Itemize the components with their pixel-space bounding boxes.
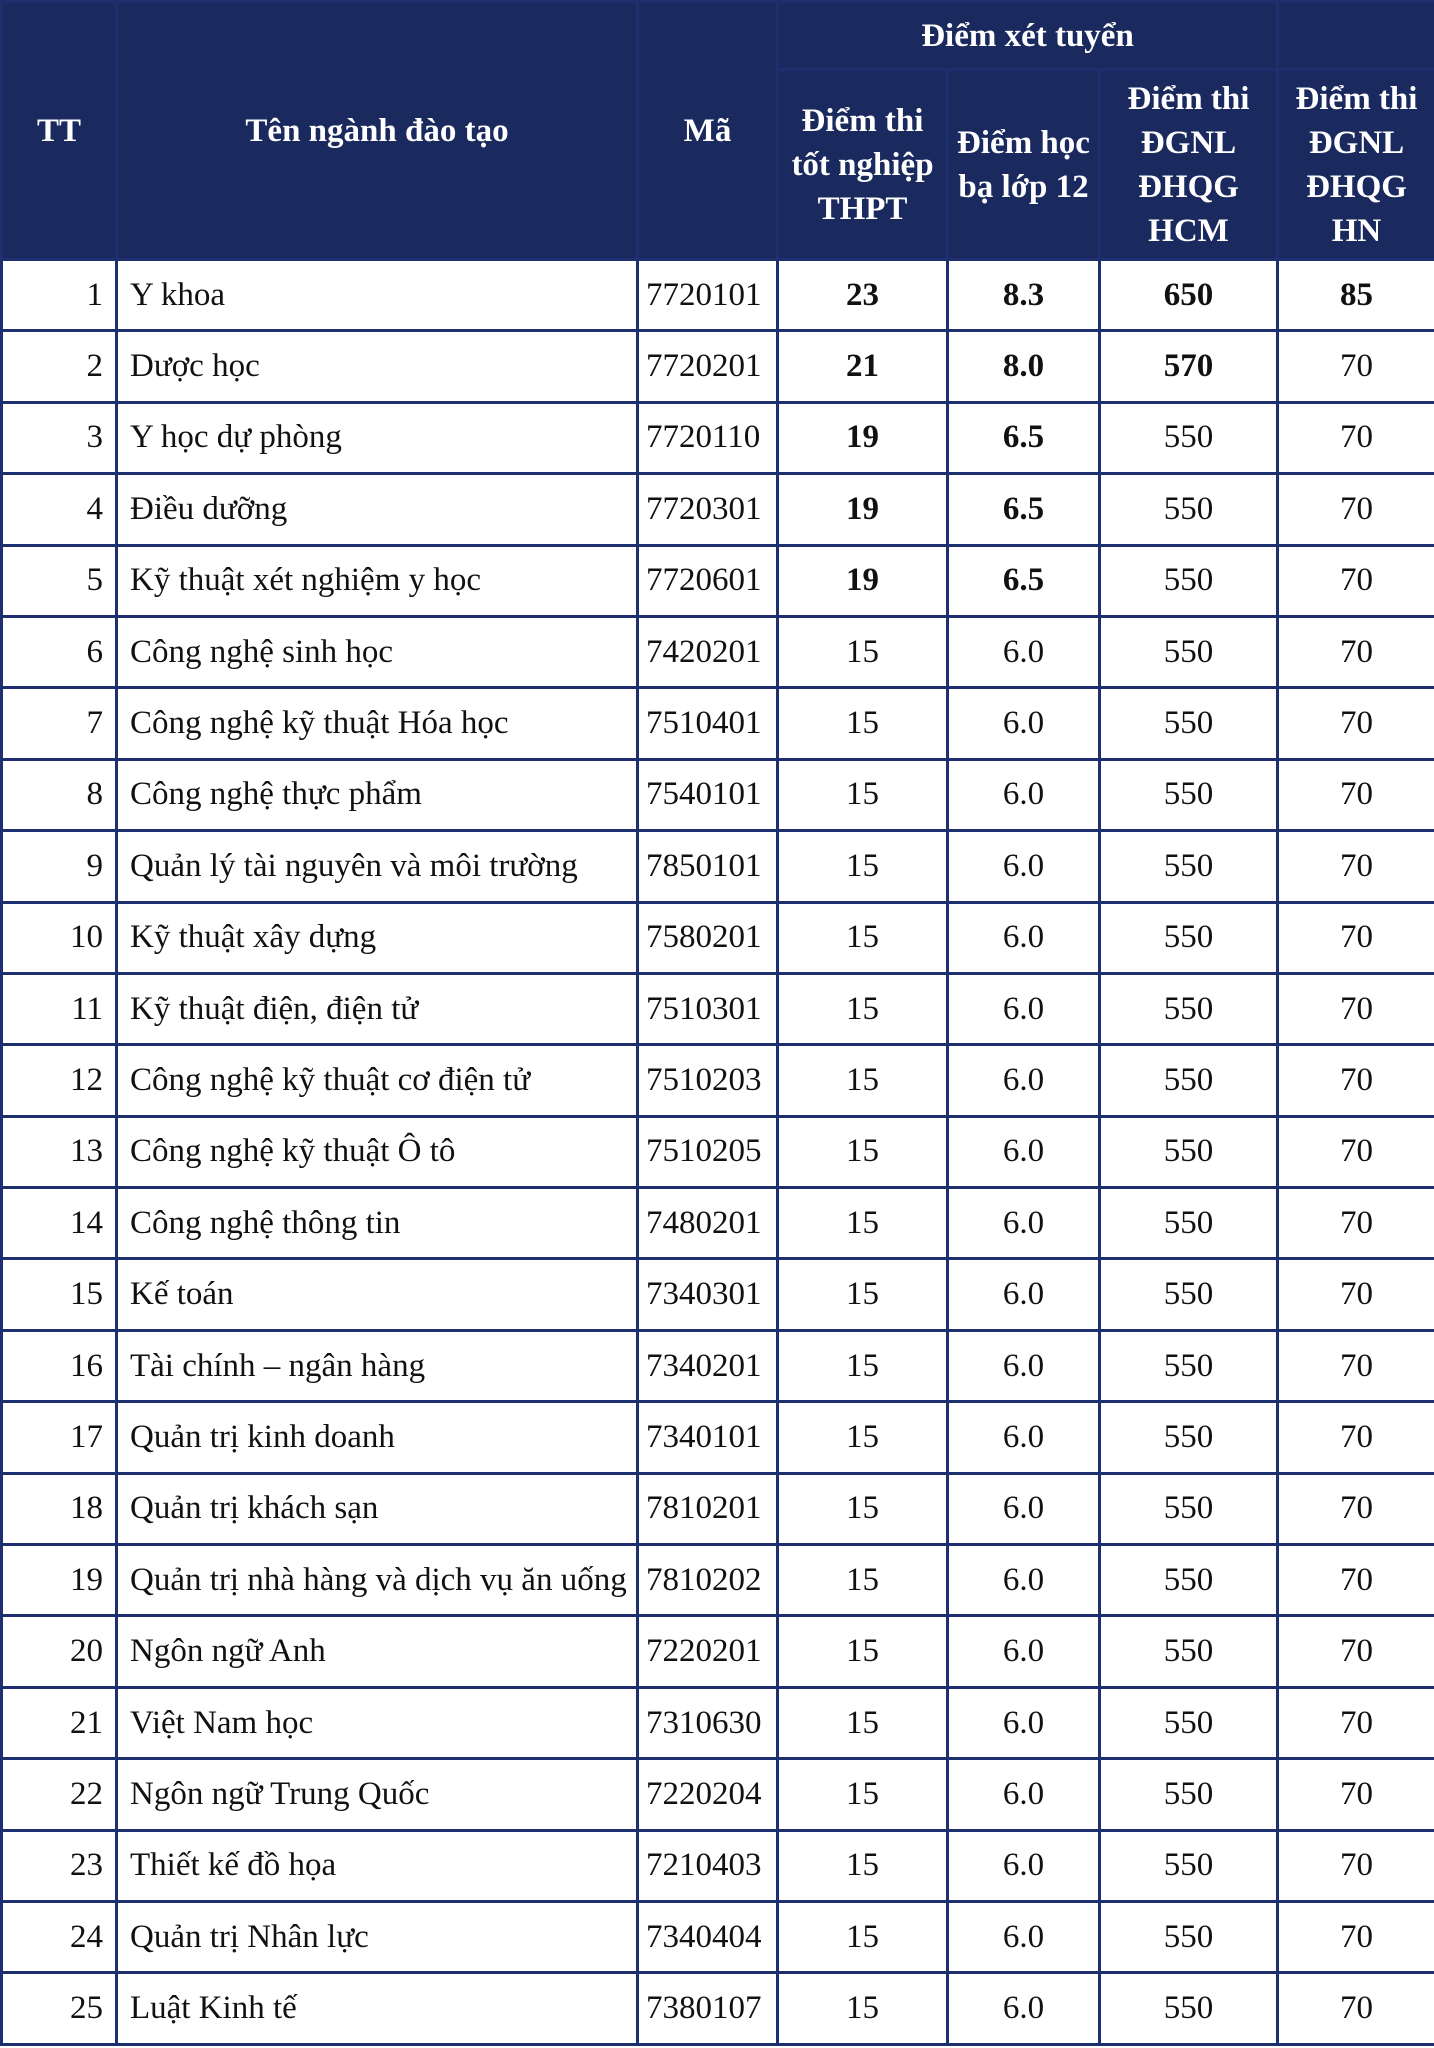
major-name: Công nghệ thực phẩm (117, 759, 638, 830)
score-dgnl-hn: 70 (1278, 1830, 1434, 1901)
score-dgnl-hcm: 550 (1100, 973, 1278, 1044)
major-code: 7720201 (638, 331, 778, 402)
score-thpt: 15 (778, 1045, 948, 1116)
score-hocba: 6.0 (948, 1473, 1100, 1544)
score-dgnl-hn: 70 (1278, 1330, 1434, 1401)
score-dgnl-hcm: 550 (1100, 1687, 1278, 1758)
score-dgnl-hcm: 550 (1100, 616, 1278, 687)
score-dgnl-hcm: 550 (1100, 402, 1278, 473)
header-tt: TT (2, 2, 117, 260)
table-row (2, 402, 1434, 473)
score-hocba: 6.0 (948, 1116, 1100, 1187)
score-hocba: 8.3 (948, 260, 1100, 331)
major-name: Công nghệ sinh học (117, 616, 638, 687)
header-major-name: Tên ngành đào tạo (117, 2, 638, 260)
table-row (2, 1973, 1434, 2044)
score-dgnl-hcm: 550 (1100, 474, 1278, 545)
major-name: Dược học (117, 331, 638, 402)
major-name: Quản trị nhà hàng và dịch vụ ăn uống (117, 1545, 638, 1616)
header-thpt: Điểm thi tốt nghiệp THPT (778, 70, 948, 260)
score-dgnl-hn: 70 (1278, 616, 1434, 687)
major-name: Luật Kinh tế (117, 1973, 638, 2044)
score-dgnl-hn: 70 (1278, 1259, 1434, 1330)
table-row (2, 545, 1434, 616)
score-dgnl-hn: 70 (1278, 973, 1434, 1044)
score-thpt: 15 (778, 1901, 948, 1972)
row-number: 8 (2, 759, 117, 830)
score-dgnl-hn: 70 (1278, 474, 1434, 545)
table-row (2, 1188, 1434, 1259)
score-dgnl-hn: 70 (1278, 1188, 1434, 1259)
header-dgnl-hcm: Điểm thi ĐGNL ĐHQG HCM (1100, 70, 1278, 260)
major-name: Thiết kế đồ họa (117, 1830, 638, 1901)
row-number: 19 (2, 1545, 117, 1616)
score-hocba: 6.0 (948, 688, 1100, 759)
score-hocba: 6.0 (948, 902, 1100, 973)
major-name: Quản trị Nhân lực (117, 1901, 638, 1972)
row-number: 14 (2, 1188, 117, 1259)
table-row (2, 331, 1434, 402)
major-name: Công nghệ thông tin (117, 1188, 638, 1259)
score-hocba: 6.5 (948, 474, 1100, 545)
score-dgnl-hcm: 550 (1100, 1830, 1278, 1901)
row-number: 1 (2, 260, 117, 331)
major-name: Công nghệ kỹ thuật cơ điện tử (117, 1045, 638, 1116)
major-name: Kỹ thuật điện, điện tử (117, 973, 638, 1044)
table-row (2, 1330, 1434, 1401)
major-code: 7340301 (638, 1259, 778, 1330)
score-dgnl-hcm: 550 (1100, 759, 1278, 830)
score-dgnl-hcm: 550 (1100, 1330, 1278, 1401)
table-body (2, 260, 1434, 2045)
row-number: 23 (2, 1830, 117, 1901)
row-number: 20 (2, 1616, 117, 1687)
score-hocba: 6.5 (948, 545, 1100, 616)
major-name: Điều dưỡng (117, 474, 638, 545)
score-dgnl-hcm: 570 (1100, 331, 1278, 402)
major-code: 7510301 (638, 973, 778, 1044)
row-number: 17 (2, 1402, 117, 1473)
major-name: Kỹ thuật xây dựng (117, 902, 638, 973)
table-row (2, 688, 1434, 759)
score-hocba: 6.0 (948, 1259, 1100, 1330)
score-thpt: 15 (778, 1759, 948, 1830)
score-dgnl-hcm: 550 (1100, 545, 1278, 616)
row-number: 2 (2, 331, 117, 402)
row-number: 9 (2, 831, 117, 902)
score-dgnl-hcm: 550 (1100, 1473, 1278, 1544)
score-thpt: 19 (778, 545, 948, 616)
row-number: 22 (2, 1759, 117, 1830)
major-name: Ngôn ngữ Trung Quốc (117, 1759, 638, 1830)
score-hocba: 6.0 (948, 1188, 1100, 1259)
major-name: Quản lý tài nguyên và môi trường (117, 831, 638, 902)
score-hocba: 6.0 (948, 759, 1100, 830)
score-thpt: 15 (778, 759, 948, 830)
major-code: 7210403 (638, 1830, 778, 1901)
major-name: Quản trị kinh doanh (117, 1402, 638, 1473)
header-dgnl-hn: Điểm thi ĐGNL ĐHQG HN (1278, 70, 1434, 260)
row-number: 11 (2, 973, 117, 1044)
row-number: 25 (2, 1973, 117, 2044)
major-code: 7510203 (638, 1045, 778, 1116)
score-thpt: 15 (778, 1259, 948, 1330)
table-row (2, 1830, 1434, 1901)
header-code: Mã (638, 2, 778, 260)
major-code: 7510401 (638, 688, 778, 759)
score-hocba: 6.0 (948, 1830, 1100, 1901)
score-thpt: 15 (778, 1616, 948, 1687)
score-dgnl-hn: 70 (1278, 1545, 1434, 1616)
major-code: 7340404 (638, 1901, 778, 1972)
score-thpt: 15 (778, 1687, 948, 1758)
score-dgnl-hn: 70 (1278, 902, 1434, 973)
score-thpt: 19 (778, 474, 948, 545)
row-number: 21 (2, 1687, 117, 1758)
header-hocba: Điểm học bạ lớp 12 (948, 70, 1100, 260)
row-number: 7 (2, 688, 117, 759)
row-number: 16 (2, 1330, 117, 1401)
score-dgnl-hcm: 550 (1100, 831, 1278, 902)
score-dgnl-hcm: 550 (1100, 1759, 1278, 1830)
major-name: Y khoa (117, 260, 638, 331)
major-code: 7220201 (638, 1616, 778, 1687)
score-dgnl-hn: 70 (1278, 1616, 1434, 1687)
major-name: Tài chính – ngân hàng (117, 1330, 638, 1401)
major-name: Công nghệ kỹ thuật Ô tô (117, 1116, 638, 1187)
row-number: 5 (2, 545, 117, 616)
major-code: 7340101 (638, 1402, 778, 1473)
score-hocba: 6.0 (948, 1545, 1100, 1616)
score-dgnl-hn: 70 (1278, 1473, 1434, 1544)
score-hocba: 6.0 (948, 616, 1100, 687)
score-thpt: 15 (778, 902, 948, 973)
score-thpt: 15 (778, 831, 948, 902)
table-row (2, 260, 1434, 331)
score-dgnl-hcm: 550 (1100, 1616, 1278, 1687)
major-code: 7810201 (638, 1473, 778, 1544)
row-number: 15 (2, 1259, 117, 1330)
major-name: Quản trị khách sạn (117, 1473, 638, 1544)
score-dgnl-hcm: 650 (1100, 260, 1278, 331)
major-code: 7220204 (638, 1759, 778, 1830)
table-row (2, 1616, 1434, 1687)
score-thpt: 15 (778, 1116, 948, 1187)
header-score-group: Điểm xét tuyển (778, 2, 1278, 70)
score-thpt: 15 (778, 1473, 948, 1544)
score-thpt: 15 (778, 616, 948, 687)
score-thpt: 15 (778, 1973, 948, 2044)
score-hocba: 6.0 (948, 1402, 1100, 1473)
major-code: 7850101 (638, 831, 778, 902)
score-dgnl-hn: 70 (1278, 1687, 1434, 1758)
score-dgnl-hcm: 550 (1100, 1402, 1278, 1473)
table-row (2, 1116, 1434, 1187)
score-dgnl-hn: 70 (1278, 1045, 1434, 1116)
score-hocba: 6.0 (948, 1616, 1100, 1687)
table-row (2, 902, 1434, 973)
score-hocba: 6.5 (948, 402, 1100, 473)
score-hocba: 6.0 (948, 973, 1100, 1044)
table-row (2, 1045, 1434, 1116)
score-dgnl-hcm: 550 (1100, 1188, 1278, 1259)
row-number: 3 (2, 402, 117, 473)
table-row (2, 1687, 1434, 1758)
table-row (2, 1545, 1434, 1616)
score-thpt: 15 (778, 973, 948, 1044)
row-number: 18 (2, 1473, 117, 1544)
major-code: 7380107 (638, 1973, 778, 2044)
major-code: 7720601 (638, 545, 778, 616)
table-header (2, 2, 1434, 260)
score-thpt: 21 (778, 331, 948, 402)
major-code: 7580201 (638, 902, 778, 973)
score-thpt: 15 (778, 1545, 948, 1616)
score-dgnl-hn: 70 (1278, 759, 1434, 830)
score-thpt: 15 (778, 688, 948, 759)
score-dgnl-hn: 70 (1278, 545, 1434, 616)
score-dgnl-hcm: 550 (1100, 688, 1278, 759)
score-hocba: 6.0 (948, 1045, 1100, 1116)
major-code: 7720101 (638, 260, 778, 331)
major-code: 7510205 (638, 1116, 778, 1187)
major-name: Kỹ thuật xét nghiệm y học (117, 545, 638, 616)
table-row (2, 1473, 1434, 1544)
score-dgnl-hcm: 550 (1100, 1901, 1278, 1972)
table-row (2, 1901, 1434, 1972)
major-code: 7480201 (638, 1188, 778, 1259)
table-row (2, 1259, 1434, 1330)
score-dgnl-hcm: 550 (1100, 1045, 1278, 1116)
score-dgnl-hcm: 550 (1100, 1116, 1278, 1187)
score-thpt: 15 (778, 1188, 948, 1259)
score-dgnl-hn: 70 (1278, 331, 1434, 402)
table-row (2, 1402, 1434, 1473)
major-name: Ngôn ngữ Anh (117, 1616, 638, 1687)
score-thpt: 15 (778, 1402, 948, 1473)
score-dgnl-hn: 85 (1278, 260, 1434, 331)
table-row (2, 759, 1434, 830)
score-hocba: 6.0 (948, 831, 1100, 902)
major-name: Y học dự phòng (117, 402, 638, 473)
score-dgnl-hn: 70 (1278, 402, 1434, 473)
row-number: 4 (2, 474, 117, 545)
score-dgnl-hn: 70 (1278, 1973, 1434, 2044)
score-hocba: 6.0 (948, 1973, 1100, 2044)
row-number: 12 (2, 1045, 117, 1116)
major-code: 7540101 (638, 759, 778, 830)
row-number: 10 (2, 902, 117, 973)
table-row (2, 474, 1434, 545)
table-row (2, 973, 1434, 1044)
score-dgnl-hn: 70 (1278, 1402, 1434, 1473)
table-row (2, 1759, 1434, 1830)
score-dgnl-hn: 70 (1278, 688, 1434, 759)
row-number: 24 (2, 1901, 117, 1972)
major-code: 7340201 (638, 1330, 778, 1401)
row-number: 13 (2, 1116, 117, 1187)
major-name: Việt Nam học (117, 1687, 638, 1758)
score-hocba: 8.0 (948, 331, 1100, 402)
score-dgnl-hcm: 550 (1100, 1259, 1278, 1330)
score-dgnl-hn: 70 (1278, 1759, 1434, 1830)
score-thpt: 23 (778, 260, 948, 331)
score-thpt: 15 (778, 1830, 948, 1901)
major-code: 7720110 (638, 402, 778, 473)
major-name: Công nghệ kỹ thuật Hóa học (117, 688, 638, 759)
major-code: 7420201 (638, 616, 778, 687)
major-name: Kế toán (117, 1259, 638, 1330)
table-row (2, 616, 1434, 687)
row-number: 6 (2, 616, 117, 687)
score-hocba: 6.0 (948, 1687, 1100, 1758)
score-dgnl-hn: 70 (1278, 831, 1434, 902)
score-dgnl-hcm: 550 (1100, 902, 1278, 973)
major-code: 7310630 (638, 1687, 778, 1758)
major-code: 7810202 (638, 1545, 778, 1616)
score-thpt: 15 (778, 1330, 948, 1401)
score-hocba: 6.0 (948, 1759, 1100, 1830)
score-hocba: 6.0 (948, 1901, 1100, 1972)
major-code: 7720301 (638, 474, 778, 545)
score-dgnl-hcm: 550 (1100, 1545, 1278, 1616)
header-group-blank (1278, 2, 1434, 70)
score-dgnl-hcm: 550 (1100, 1973, 1278, 2044)
score-dgnl-hn: 70 (1278, 1901, 1434, 1972)
score-dgnl-hn: 70 (1278, 1116, 1434, 1187)
table-row (2, 831, 1434, 902)
score-hocba: 6.0 (948, 1330, 1100, 1401)
score-thpt: 19 (778, 402, 948, 473)
